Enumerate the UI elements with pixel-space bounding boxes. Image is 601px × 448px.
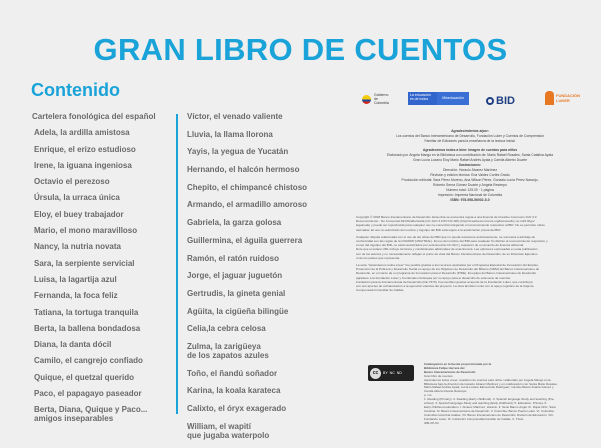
toc-entry: Berta, Diana, Quique y Paco... bbox=[34, 405, 148, 415]
catalog-line: Banco Interamericano de Desarrollo bbox=[424, 370, 476, 374]
catalog-line: Biblioteca bajo la dirección de Horacio Álvarez Martínez y en colaboración con Santa Mario Rosales, bbox=[424, 382, 558, 386]
bid-logo-text: BID bbox=[496, 95, 515, 107]
toc-entry: Quique, el quetzal querido bbox=[34, 372, 135, 382]
copyright-line: Note que el enlace URL incluye términos y condicionales adicionales de esta licencia. Las opiniones expresadas en esta publicación bbox=[356, 247, 538, 252]
toc-entry: Nancy, la nutria novata bbox=[34, 242, 121, 252]
credit-line: Gran Lucía Lozano Eloy Mario Rafael Andrés Ayala y Camila Alberto Duarte bbox=[413, 158, 527, 162]
copyright-line: La serie "Aprendemos todos a leer" fue posible gracias a los recursos aportados por el Programa Especial de Innovación del Empleo, bbox=[356, 263, 539, 268]
credit-line: Revisión y edición técnica: Ena Valdez Cortés Grado bbox=[430, 173, 510, 177]
cc-nd-label: ND bbox=[396, 371, 402, 375]
toc-entry: Karina, la koala karateca bbox=[187, 386, 281, 396]
mineducacion-logo: La educación es de todos bbox=[408, 92, 437, 105]
book-title: GRAN LIBRO DE CUENTOS bbox=[93, 32, 508, 67]
copyright-line: legalcode) y puede ser reproducida para cualquier uso no-comercial otorgando el reconocimiento respectivo al BID. No se permiten obras bbox=[356, 223, 545, 228]
toc-entry: Enrique, el erizo estudioso bbox=[34, 144, 136, 154]
catalog-line: Camila Alberto Duarte Restrepo. bbox=[424, 390, 468, 394]
credit-line: Elaborado por Ángela Mango en la Biblioteca con contribución de: Mario Rafael Rosales, Santa Catalina Ayala bbox=[387, 153, 553, 157]
contents-heading: Contenido bbox=[31, 80, 120, 100]
bid-mark-icon bbox=[486, 97, 494, 105]
credit-line: ISBN: 978-958-56002-5-0 bbox=[450, 198, 490, 202]
toc-entry: Agüita, la cigüeña bilingüe bbox=[187, 306, 289, 316]
toc-entry: Sara, la serpiente servicial bbox=[34, 258, 135, 268]
toc-right-column bbox=[187, 112, 347, 448]
toc-left-column bbox=[32, 112, 172, 431]
toc-entry: Fernanda, la foca feliz bbox=[34, 291, 118, 301]
creative-commons-badge bbox=[368, 365, 414, 381]
mineducacion-logo-2: Mineducación bbox=[437, 92, 469, 105]
toc-entry: Guillermina, el águila guerrera bbox=[187, 235, 303, 245]
toc-entry: Paco, el papagayo paseador bbox=[34, 389, 142, 399]
credit-line: Producción editorial: Sara Pérez Moreno, Ana Wilson Pérez, Gonzalo Lucía Pérez Naranjo, bbox=[401, 178, 539, 182]
credit-line: Dirección: Horacio Álvarez Martínez bbox=[442, 168, 498, 172]
copyright-line: Cualquier disputa relacionada con el uso de las obras del BID que no pueda resolverse amistosamente, se someterá a arbitraje de bbox=[356, 234, 536, 239]
credit-line: Agradecemos todos a bien: imagen de cuentos para niños bbox=[422, 148, 518, 152]
toc-entry: Lluvia, la llama llorona bbox=[187, 129, 273, 139]
credit-line: Ilustraciones: bbox=[458, 163, 482, 167]
toc-entry: Yayis, la yegua de Yucatán bbox=[187, 147, 289, 157]
fundacion-luker-logo bbox=[545, 91, 580, 105]
toc-entry: Diana, la danta dócil bbox=[34, 340, 112, 350]
copyright-line: conformidad con las reglas de la CNUDMI (UNCITRAL). El uso del nombre del BID para cualquier fin distinto al reconocimiento respectivo y bbox=[356, 239, 548, 244]
toc-entry: de los zapatos azules bbox=[187, 350, 269, 360]
copyright-block bbox=[356, 215, 584, 292]
toc-entry: Jorge, el jaguar juguetón bbox=[187, 271, 283, 281]
cc-icon: cc bbox=[370, 368, 381, 379]
toc-entry: Eloy, el buey trabajador bbox=[34, 209, 124, 219]
gov-label: Gobierno de Colombia bbox=[374, 93, 389, 105]
toc-entry: Víctor, el venado valiente bbox=[187, 112, 283, 121]
copyright-line: agradece a la Fundación Luker y Comfenalco Antioquia por su apoyo para el desarrollo de esta serie de cuentos. bbox=[356, 275, 511, 280]
catalog-line: Biblioteca Felipe Herrera del bbox=[424, 366, 465, 370]
copyright-line: ni de los países que representa. bbox=[356, 255, 401, 260]
bid-logo bbox=[486, 94, 515, 108]
copyright-line: son de los autores y no necesariamente reflejan el punto de vista del Banco Interamericano de Desarrollo, de su Directorio Ejecutivo bbox=[356, 251, 538, 256]
copyright-line: el uso del logotipo del BID, no están autorizados por esta licencia CC-IGO y requieren de un acuerdo de licencia adicional. bbox=[356, 243, 525, 248]
toc-entry: que jugaba waterpolo bbox=[187, 430, 270, 440]
luker-small-text: FUNDACIÓN bbox=[556, 93, 580, 98]
copyright-line: Copyright © 2018 Banco Interamericano de Desarrollo. Esta obra se encuentra sujeta a una licencia de Creative Commons IGO 3.0 bbox=[356, 215, 537, 219]
catalog-line: Gran libro de cuentos bbox=[424, 374, 453, 378]
credit-line: Roberto Serna Gómez Duarte y Ángela Restrepo bbox=[433, 183, 507, 187]
toc-entry: Irene, la iguana ingeniosa bbox=[34, 160, 132, 170]
catalog-line: Carolina. IV. Banco Interamericano de Desarrollo. V. Colombia. Banco Puerto Luker. VI. Colombia. bbox=[424, 409, 555, 413]
copyright-line: Fundación para la Interamericana de Desarrollo (CE-7379). Fue también gracias al aporte de la Fundación Luker, que contribuyó bbox=[356, 279, 533, 284]
toc-entry: Gertrudis, la gineta genial bbox=[187, 288, 286, 298]
toc-entry: Mario, el mono maravilloso bbox=[34, 226, 138, 236]
copyright-line: con sus aportes de cofinanciación a la ejecución efectiva del proyecto. La obra también contó con el apoyo logístico de la Caja de bbox=[356, 284, 534, 289]
toc-entry: Ramón, el ratón ruidoso bbox=[187, 253, 280, 263]
toc-entry: Tatiana, la tortuga tranquila bbox=[34, 307, 139, 317]
toc-entry: Adela, la ardilla amistosa bbox=[34, 128, 130, 138]
toc-entry: Cartelera fonológica del español bbox=[32, 112, 156, 121]
catalog-line: p. cm. bbox=[424, 394, 433, 398]
toc-entry: Chepito, el chimpancé chistoso bbox=[187, 182, 308, 192]
toc-entry: Úrsula, la urraca única bbox=[34, 193, 120, 203]
luker-mark-icon bbox=[545, 91, 554, 105]
luker-logo-text bbox=[556, 93, 580, 103]
luker-main-text: LUKER bbox=[556, 98, 570, 103]
toc-entry: amigos inseparables bbox=[34, 414, 114, 424]
credit-line: Agradecimientos a/por: bbox=[451, 129, 489, 133]
catalog-line: Catalogación en la fuente proporcionada por la bbox=[424, 363, 492, 366]
catalog-line: Mario Rafael Andrés Ayala, Lucía Lozano Elena Arias Rodríguez, Camila Alberto Duarte Gómez y bbox=[424, 386, 554, 390]
copyright-line: Compensación Familiar de Caldas. bbox=[356, 288, 405, 293]
toc-entry: Octavio el perezoso bbox=[34, 177, 110, 187]
cc-by-label: BY bbox=[383, 371, 388, 375]
copyright-line: Reconocimiento - No Comercial-SinObraDerivada (CC-IGO 3.0 BY-NC-ND) (http://creativecommons.org/licenses/by-nc-nd/3.0/igo/ bbox=[356, 219, 535, 224]
colombia-flag-icon bbox=[362, 95, 371, 104]
toc-entry: Hernando, el halcón hermoso bbox=[187, 165, 300, 175]
toc-entry: Armando, el armadillo amoroso bbox=[187, 200, 308, 210]
toc-entry: Zulma, la zarigüeya bbox=[187, 341, 261, 351]
catalog-line: IDB-CP-93 bbox=[424, 421, 439, 425]
credit-line: Familiar de Ediciones para la enseñanza de la lectura inicial. bbox=[424, 139, 516, 143]
catalog-line: Early childhood education. I. Álvarez Martínez, Horacio. II. Serie Banco Ángel. III. Rojas Ortiz, Sara bbox=[424, 405, 556, 409]
copyright-line: Protección de la Pobreza y Desarrollo Social en apoyo de los Objetivos de Desarrollo del Milenio (ODM) del Banco Interamericano de bbox=[356, 267, 540, 272]
toc-entry: Luisa, la lagartija azul bbox=[34, 274, 117, 284]
catalog-line: school). 4. Spanish language-Study and teaching (Early childhood). 5. Education, Primary. 6. bbox=[424, 402, 548, 406]
credit-line: Número total: 125.00 · 1 página bbox=[446, 188, 494, 192]
toc-entry: Celia,la cebra celosa bbox=[187, 324, 266, 334]
catalog-line: Colombia Colombia Caldas. VII. Banco Interamericano de Desarrollo. División de Educación. VIII. bbox=[424, 413, 554, 417]
catalog-line: 1. Reading (Primary). 2. Reading (Early childhood). 3. Spanish language-Study and teaching (Pre- bbox=[424, 398, 555, 402]
catalog-block bbox=[424, 363, 584, 426]
cc-nc-label: NC bbox=[389, 371, 395, 375]
toc-entry: Berta, la ballena bondadosa bbox=[34, 323, 141, 333]
copyright-line: Desarrollo, en el marco de su programa de Innovación para el Desarrollo (PIDE). El equipo del Banco Interamericano de Desarrollo bbox=[356, 271, 537, 276]
toc-entry: Calixto, el óryx exagerado bbox=[187, 404, 287, 413]
credits-block bbox=[356, 129, 584, 203]
toc-entry: William, el wapití bbox=[187, 421, 251, 431]
toc-entry: Camilo, el cangrejo confiado bbox=[34, 356, 143, 366]
credit-line: Los cuentos del Banco Interamericano de Desarrollo, Fundación Luker y Cuentos de Comprensión bbox=[395, 134, 545, 138]
catalog-line: Fundación Luker. IX. Institución Comprendida Familiar de Caldas. X. Título. bbox=[424, 417, 525, 421]
copyright-line: derivadas. El uso no-autorizado del nombre y logotipo del BID está sujeto a la autorización previa del BID. bbox=[356, 227, 502, 232]
column-divider bbox=[176, 114, 178, 414]
toc-entry: Gabriela, la garza golosa bbox=[187, 218, 282, 228]
colombia-logo bbox=[362, 92, 392, 106]
toc-entry: Toño, el ñandú soñador bbox=[187, 368, 278, 378]
catalog-line: Aprendemos todos a leer: cuaderno de cuentos para niños / elaborado por Ángela Mango en la bbox=[424, 378, 551, 382]
credit-line: Impresión: Imprenta Nacional de Colombia bbox=[437, 193, 503, 197]
